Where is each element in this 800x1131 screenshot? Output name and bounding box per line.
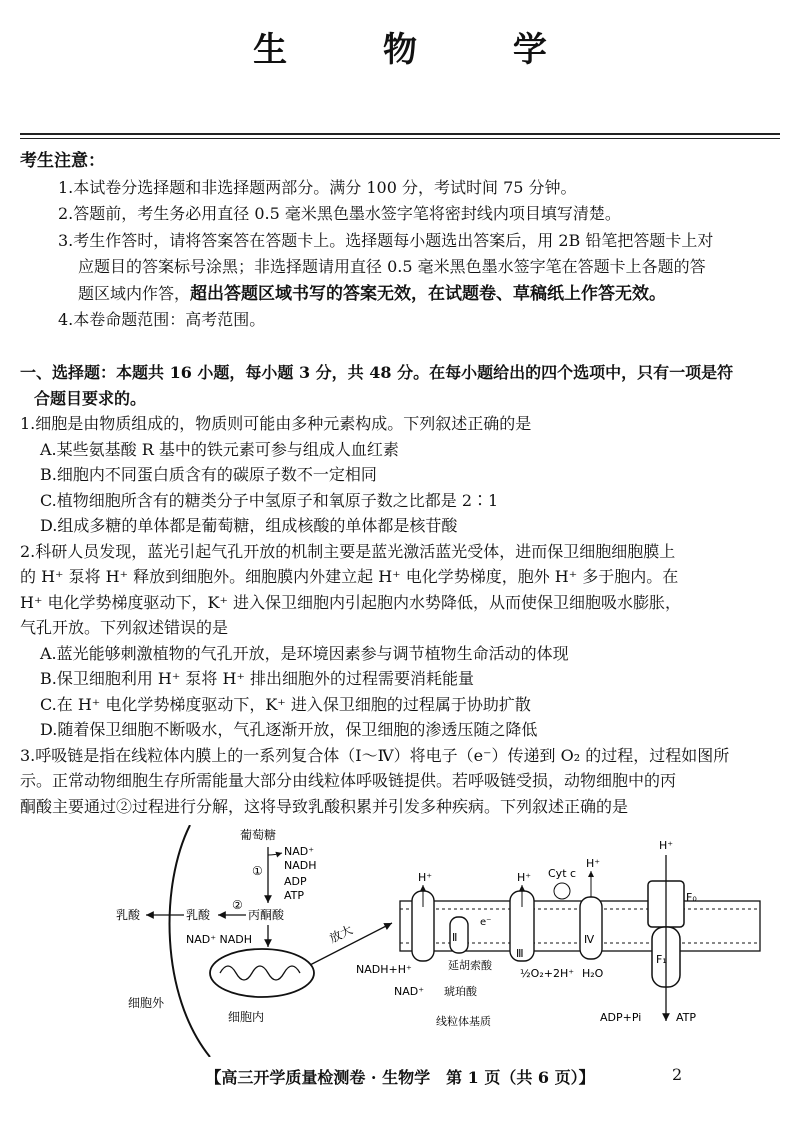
nadh-h-label: NADH+H⁺ bbox=[356, 963, 412, 976]
question-1-option-a: A.某些氨基酸 R 基中的铁元素可参与组成人血红素 bbox=[40, 439, 399, 459]
notice-item-3-line3 bbox=[20, 281, 790, 308]
atp-2-label: ATP bbox=[676, 1011, 697, 1024]
notice-item-2: 2.答题前，考生务必用直径 0.5 毫米黑色墨水签字笔将密封线内项目填写清楚。 bbox=[58, 204, 621, 223]
notice-heading: 考生注意： bbox=[20, 151, 105, 171]
question-2-line-2: 的 H⁺ 泵将 H⁺ 释放到细胞外。细胞膜内外建立起 H⁺ 电化学势梯度，胞外 H⁺ 多于胞内。在 bbox=[20, 567, 679, 586]
nad-plus-2-label: NAD⁺ bbox=[394, 985, 425, 998]
notice-item-1: 1.本试卷分选择题和非选择题两部分。满分 100 分，考试时间 75 分钟。 bbox=[58, 177, 577, 197]
section-heading-line2: 合题目要求的。 bbox=[34, 388, 147, 408]
header-divider bbox=[20, 133, 780, 135]
notice-item-4: 4.本卷命题范围：高考范围。 bbox=[58, 310, 266, 329]
succinate-label: 琥珀酸 bbox=[444, 985, 477, 998]
matrix-label: 线粒体基质 bbox=[436, 1015, 491, 1028]
adp-label: ADP bbox=[284, 875, 307, 888]
page-number: 2 bbox=[672, 1065, 683, 1084]
section-choice bbox=[20, 360, 785, 819]
atp-label: ATP bbox=[284, 889, 305, 902]
question-1-stem: 1.细胞是由物质组成的，物质则可能由多种元素构成。下列叙述正确的是 bbox=[20, 414, 532, 433]
lactate-inside-label: 乳酸 bbox=[186, 908, 211, 922]
question-2-line-1: 2.科研人员发现，蓝光引起气孔开放的机制主要是蓝光激活蓝光受体，进而保卫细胞细胞膜上 bbox=[20, 541, 676, 561]
notice-warning: 超出答题区域书写的答案无效，在试题卷、草稿纸上作答无效。 bbox=[190, 283, 667, 304]
step-1-label: ① bbox=[252, 864, 263, 878]
magnify-label: 放大 bbox=[327, 922, 355, 946]
complex-4-label: Ⅳ bbox=[584, 933, 595, 946]
question-3-line-3: 酮酸主要通过②过程进行分解，这将导致乳酸积累并引发多种疾病。下列叙述正确的是 bbox=[20, 796, 629, 816]
complex-3-label: Ⅲ bbox=[516, 947, 524, 960]
page-footer: 【高三开学质量检测卷 · 生物学 第 1 页（共 6 页）】 bbox=[205, 1068, 595, 1087]
extracellular-label: 细胞外 bbox=[128, 996, 165, 1010]
question-2-option-b: B.保卫细胞利用 H⁺ 泵将 H⁺ 排出细胞外的过程需要消耗能量 bbox=[40, 669, 474, 688]
water-label: H₂O bbox=[582, 967, 604, 980]
step-2-label: ② bbox=[232, 898, 243, 912]
page-title: 生 物 学 bbox=[253, 30, 589, 70]
mitochondrion-outer bbox=[210, 949, 314, 997]
proton-4-label: H⁺ bbox=[659, 839, 674, 852]
notice-item-3-line2: 应题目的答案标号涂黑；非选择题请用直径 0.5 毫米黑色墨水签字笔在答题卡上各题的答 bbox=[78, 257, 706, 276]
proton-1-label: H⁺ bbox=[418, 871, 433, 884]
question-1-option-d: D.组成多糖的单体都是葡萄糖，组成核酸的单体都是核苷酸 bbox=[40, 516, 458, 535]
oxygen-label: ½O₂+2H⁺ bbox=[520, 967, 575, 980]
nadh-label: NADH bbox=[284, 859, 317, 872]
complex-4 bbox=[580, 897, 602, 959]
f0-label: F₀ bbox=[686, 891, 697, 904]
notice-block bbox=[20, 148, 790, 334]
nad-plus-label: NAD⁺ bbox=[284, 845, 315, 858]
fumarate-label: 延胡索酸 bbox=[448, 959, 492, 972]
question-2-option-a: A.蓝光能够刺激植物的气孔开放，是环境因素参与调节植物生命活动的体现 bbox=[40, 643, 569, 663]
question-2-line-3: H⁺ 电化学势梯度驱动下，K⁺ 进入保卫细胞内引起胞内水势降低，从而使保卫细胞吸水膨胀， bbox=[20, 592, 681, 612]
pyruvate-label: 丙酮酸 bbox=[248, 908, 285, 922]
f1-label: F₁ bbox=[656, 953, 667, 966]
notice-item-3-text: 题区域内作答， bbox=[78, 283, 191, 303]
question-2-line-4: 气孔开放。下列叙述错误的是 bbox=[20, 618, 229, 637]
question-3-line-1: 3.呼吸链是指在线粒体内膜上的一系列复合体（Ⅰ～Ⅳ）将电子（e⁻）传递到 O₂ 的过程，过程如图所 bbox=[20, 745, 730, 765]
cytc-label: Cyt c bbox=[548, 867, 577, 880]
intracellular-label: 细胞内 bbox=[228, 1010, 265, 1024]
notice-item-3: 3.考生作答时，请将答案答在答题卡上。选择题每小题选出答案后，用 2B 铅笔把答题卡上对 bbox=[58, 230, 714, 250]
proton-3-label: H⁺ bbox=[586, 857, 601, 870]
question-1-option-b: B.细胞内不同蛋白质含有的碳原子数不一定相同 bbox=[40, 465, 377, 484]
glucose-label: 葡萄糖 bbox=[240, 828, 277, 842]
question-3-line-2: 示。正常动物细胞生存所需能量大部分由线粒体呼吸链提供。若呼吸链受损，动物细胞中的丙 bbox=[20, 771, 677, 790]
question-1-option-c: C.植物细胞所含有的糖类分子中氢原子和氧原子数之比都是 2∶1 bbox=[40, 490, 499, 510]
electron-label: e⁻ bbox=[480, 917, 492, 928]
adp-pi-label: ADP+Pi bbox=[600, 1011, 642, 1024]
header-divider-2 bbox=[20, 138, 780, 139]
section-heading: 一、选择题：本题共 16 小题，每小题 3 分，共 48 分。在每小题给出的四个选项中，只有一项是符 bbox=[20, 363, 734, 382]
nad-nadh-label: NAD⁺ NADH bbox=[186, 933, 253, 946]
question-2-option-c: C.在 H⁺ 电化学势梯度驱动下，K⁺ 进入保卫细胞的过程属于协助扩散 bbox=[40, 694, 531, 714]
cytochrome-c bbox=[554, 883, 570, 899]
respiration-diagram bbox=[100, 825, 790, 1057]
complex-2-label: Ⅱ bbox=[452, 931, 458, 944]
lactate-outside-label: 乳酸 bbox=[116, 908, 141, 922]
proton-2-label: H⁺ bbox=[517, 871, 532, 884]
mitochondrion-cristae bbox=[220, 966, 300, 980]
question-2-option-d: D.随着保卫细胞不断吸水，气孔逐渐开放，保卫细胞的渗透压随之降低 bbox=[40, 720, 538, 739]
